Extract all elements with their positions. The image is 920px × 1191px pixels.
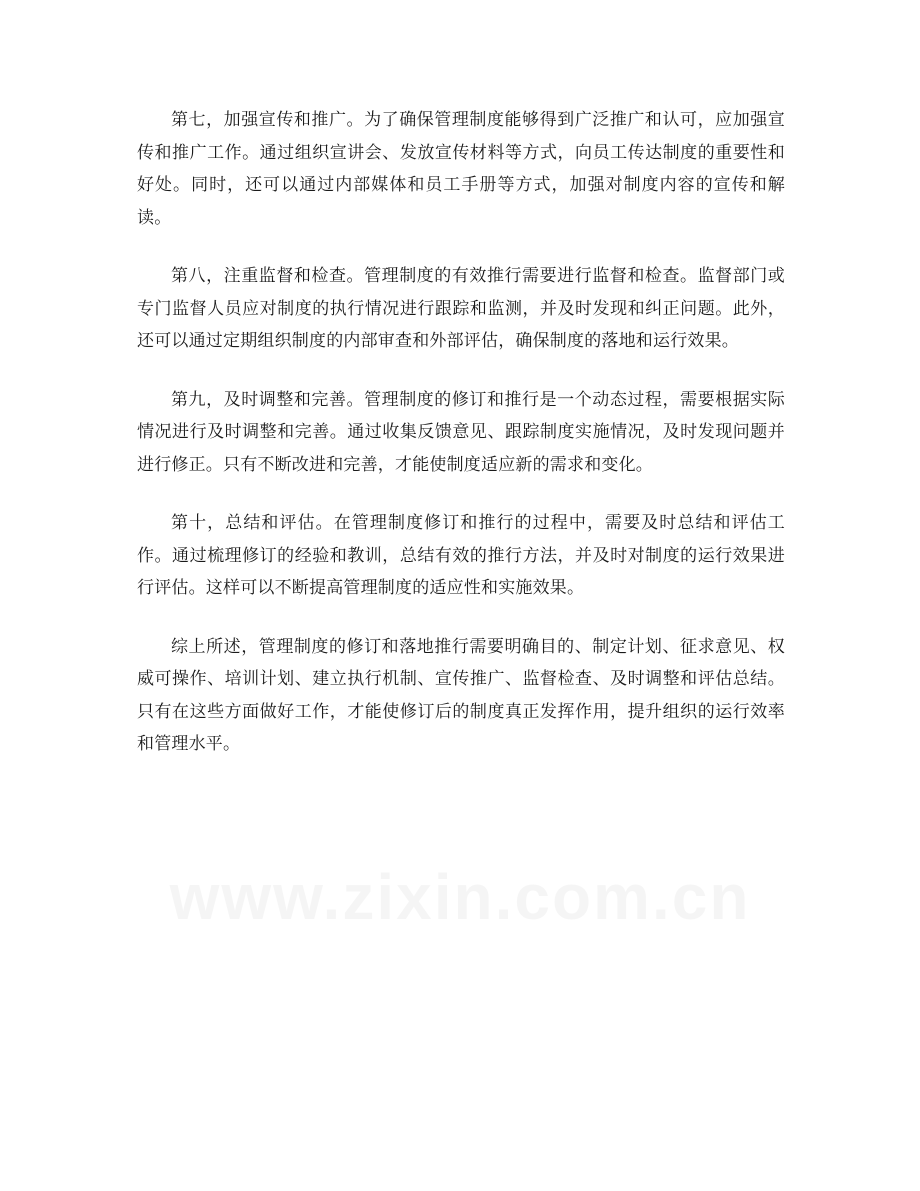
paragraph-summary: 综上所述，管理制度的修订和落地推行需要明确目的、制定计划、征求意见、权威可操作、培训计划、建立执行机制、宣传推广、监督检查、及时调整和评估总结。只有在这些方面做好工作，才能使修订后的制度真正发挥作用，提升组织的运行效率和管理水平。 — [137, 636, 785, 754]
paragraph-10: 第十，总结和评估。在管理制度修订和推行的过程中，需要及时总结和评估工作。通过梳理修订的经验和教训，总结有效的推行方法，并及时对制度的运行效果进行评估。这样可以不断提高管理制度的适应性和实施效果。 — [137, 513, 785, 598]
paragraph-8: 第八，注重监督和检查。管理制度的有效推行需要进行监督和检查。监督部门或专门监督人员应对制度的执行情况进行跟踪和监测，并及时发现和纠正问题。此外，还可以通过定期组织制度的内部审查和外部评估，确保制度的落地和运行效果。 — [137, 266, 785, 351]
paragraph-7: 第七，加强宣传和推广。为了确保管理制度能够得到广泛推广和认可，应加强宣传和推广工作。通过组织宣讲会、发放宣传材料等方式，向员工传达制度的重要性和好处。同时，还可以通过内部媒体和员工手册等方式，加强对制度内容的宣传和解读。 — [137, 110, 785, 228]
paragraph-9: 第九，及时调整和完善。管理制度的修订和推行是一个动态过程，需要根据实际情况进行及时调整和完善。通过收集反馈意见、跟踪制度实施情况，及时发现问题并进行修正。只有不断改进和完善，才能使制度适应新的需求和变化。 — [137, 389, 785, 475]
watermark — [0, 860, 920, 934]
document-body — [137, 104, 785, 787]
